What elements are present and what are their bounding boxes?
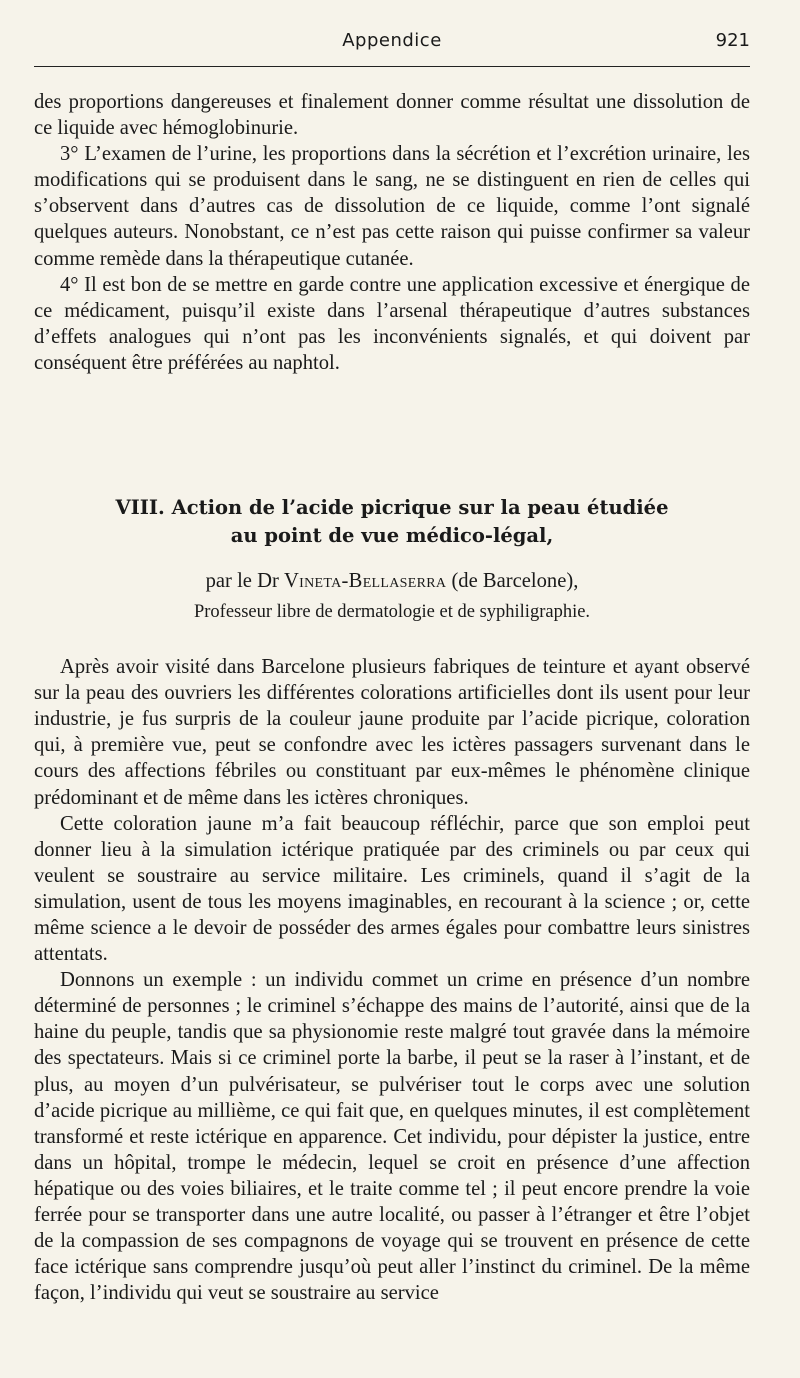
article-body (34, 654, 750, 1306)
body-paragraph-2: Cette coloration jaune m’a fait beaucoup réfléchir, parce que son emploi peut donner lieu à la simulation ictérique pratiquée par des criminels ou par ceux qui veulent se soustraire au service militaire. Les criminels, quand il s’agit de la simulation, usent de tous les moyens imaginables, en recourant à la science ; or, cette même science a le devoir de posséder des armes égales pour combattre leurs sinistres attentats. (34, 812, 750, 966)
article-byline (34, 568, 750, 594)
body-paragraph-1: Après avoir visité dans Barcelone plusieurs fabriques de teinture et ayant observé sur la peau des ouvriers les différentes colorations artificielles dont ils usent pour leur industrie, je fus surpris de la couleur jaune produite par l’acide picrique, coloration qui, à première vue, peut se confondre avec les ictères passagers survenant dans le cours des affections fébriles ou constituant par eux-mêmes le phénomène clinique prédominant et de même dans les ictères chroniques. (34, 656, 750, 809)
author-name: Vineta-Bellaserra (283, 570, 447, 593)
author-affiliation: Professeur libre de dermatologie et de syphiligraphie. (193, 602, 591, 623)
paragraph-point-3: 3° L’examen de l’urine, les proportions dans la sécrétion et l’excrétion urinaire, les modifications qui se produisent dans le sang, ne se distinguent en rien de celles qui s’observent dans d’autres cas de dissolution de ce liquide, comme l’ont signalé quelques auteurs. Nonobstant, ce n’est pas cette raison qui puisse confirmer sa valeur comme remède dans la thérapeutique cutanée. (34, 143, 750, 270)
byline-suffix: (de Barcelone), (446, 570, 579, 593)
article-title (34, 494, 750, 550)
byline-prefix: par le Dr (205, 570, 284, 593)
article-title-line-1: VIII. Action de l’acide picrique sur la peau étudiée (115, 496, 669, 520)
running-title: Appendice (342, 30, 442, 51)
book-page (34, 0, 750, 1306)
intro-text-block (34, 89, 750, 376)
page-header (34, 0, 750, 67)
paragraph-point-4: 4° Il est bon de se mettre en garde contre une application excessive et énergique de ce médicament, puisqu’il existe dans l’arsenal thérapeutique d’autres substances d’effets analogues qui n’ont pas les inconvénients signalés, et qui doivent par conséquent être préférées au naphtol. (34, 273, 750, 374)
body-paragraph-3: Donnons un exemple : un individu commet un crime en présence d’un nombre déterminé de personnes ; le criminel s’échappe des mains de l’autorité, ainsi que de la haine du peuple, tandis que sa physionomie reste malgré tout gravée dans la mémoire des spectateurs. Mais si ce criminel porte la barbe, il peut se la raser à l’instant, et de plus, au moyen d’un pulvérisateur, se pulvériser tout le corps avec une solution d’acide picrique au millième, ce qui fait que, en quelques minutes, il est complètement transformé et reste ictérique en apparence. Cet individu, pour dépister la justice, entre dans un hôpital, trompe le médecin, lequel se croit en présence d’une affection hépatique ou des voies biliaires, et le traite comme tel ; il peut encore prendre la voie ferrée pour se transporter dans une autre localité, ou passer à l’étranger et être l’objet de la compassion de ses compagnons de voyage qui se trouvent en présence de cette face ictérique sans comprendre jusqu’où peut aller l’instinct du criminel. De la même façon, l’individu qui veut se soustraire au service (34, 969, 750, 1305)
paragraph-continued: des proportions dangereuses et finalement donner comme résultat une dissolution de ce liquide avec hémoglobinurie. (34, 91, 750, 140)
page-number: 921 (715, 30, 750, 51)
article-title-line-2: au point de vue médico-légal, (230, 524, 554, 548)
